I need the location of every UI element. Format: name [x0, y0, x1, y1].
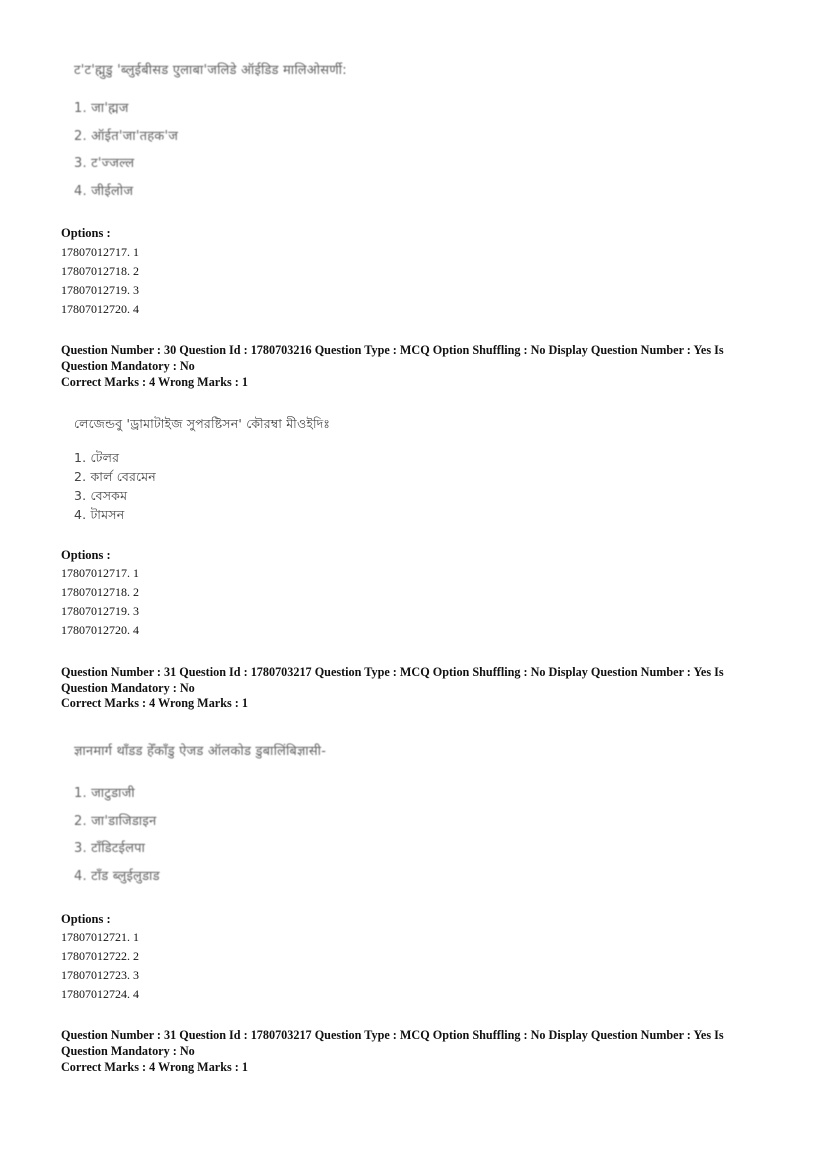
question-meta-line: Question Number : 31 Question Id : 1780703217 Question Type : MCQ Option Shuffling : No Display Question Number : Yes Is [61, 665, 724, 679]
list-item: 4. टाँड ब्लुईलुडाड [74, 869, 160, 884]
marks-line: Correct Marks : 4 Wrong Marks : 1 [61, 696, 248, 710]
list-item: 1. जा'ह्मज [74, 101, 129, 116]
question-mandatory: Question Mandatory : No [61, 681, 195, 695]
option-row: 17807012722. 2 [61, 949, 139, 963]
list-item: 3. ट'ज्जल्ल [74, 156, 135, 171]
option-row: 17807012718. 2 [61, 585, 139, 599]
question-text: ट'ट'ह्मुडु 'ब्लुईबीसड एुलाबा'जलिडे ऑईडिड मालिओसर्णी: [74, 63, 347, 78]
options-heading: Options : [61, 226, 111, 240]
question-text: লেজেন্ডবু 'ড্রামাটাইজ সুপরষ্টিসন' কৌরম্বা মীওইদিঃ [74, 416, 331, 431]
list-item: 3. टाँडिटईलपा [74, 841, 146, 856]
marks-line: Correct Marks : 4 Wrong Marks : 1 [61, 375, 248, 389]
option-row: 17807012720. 4 [61, 623, 139, 637]
marks-line: Correct Marks : 4 Wrong Marks : 1 [61, 1060, 248, 1074]
question-meta [61, 1027, 761, 1059]
list-item: 1. টেলর [74, 450, 120, 465]
list-item: 2. जा'डाजिडाइन [74, 814, 157, 829]
question-meta [61, 342, 761, 374]
option-row: 17807012721. 1 [61, 930, 139, 944]
list-item: 3. বেসকম [74, 488, 128, 503]
option-row: 17807012717. 1 [61, 566, 139, 580]
option-row: 17807012724. 4 [61, 987, 139, 1001]
question-meta-line: Question Number : 30 Question Id : 1780703216 Question Type : MCQ Option Shuffling : No Display Question Number : Yes Is [61, 343, 724, 357]
option-row: 17807012720. 4 [61, 302, 139, 316]
option-row: 17807012717. 1 [61, 245, 139, 259]
list-item: 4. টামসন [74, 507, 125, 522]
question-text: ज्ञानमार्ग थाँडड हेँकाँडु ऐजड ऑलकोड डुबालिंबिज्ञासी- [74, 744, 327, 759]
question-meta [61, 664, 761, 696]
question-meta-line: Question Number : 31 Question Id : 1780703217 Question Type : MCQ Option Shuffling : No Display Question Number : Yes Is [61, 1028, 724, 1042]
options-heading: Options : [61, 912, 111, 926]
list-item: 2. কার্ল বেরমেন [74, 469, 156, 484]
question-mandatory: Question Mandatory : No [61, 359, 195, 373]
question-mandatory: Question Mandatory : No [61, 1044, 195, 1058]
list-item: 1. जाटुडाजी [74, 786, 135, 801]
list-item: 2. ऑईत'जा'तहक'ज [74, 129, 179, 144]
list-item: 4. जीईलोज [74, 184, 134, 199]
option-row: 17807012723. 3 [61, 968, 139, 982]
option-row: 17807012719. 3 [61, 283, 139, 297]
options-heading: Options : [61, 548, 111, 562]
option-row: 17807012718. 2 [61, 264, 139, 278]
option-row: 17807012719. 3 [61, 604, 139, 618]
